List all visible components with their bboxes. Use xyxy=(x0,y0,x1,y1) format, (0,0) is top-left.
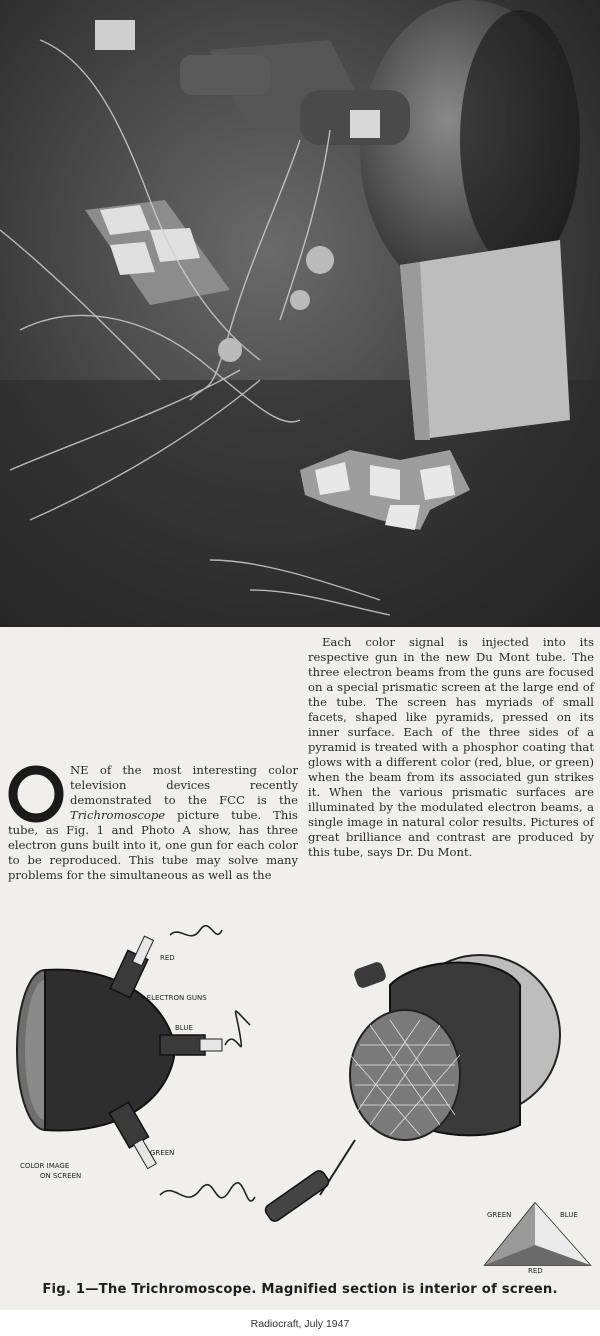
label-on-screen: ON SCREEN xyxy=(40,1172,82,1180)
figure-1-diagram xyxy=(0,925,600,1310)
label-3-electron-guns: 3 ELECTRON GUNS xyxy=(140,994,207,1002)
left-paragraph-italic: Trichromoscope xyxy=(70,808,166,822)
tube-side-view xyxy=(17,926,255,1201)
tube-cutaway-view xyxy=(263,955,560,1223)
trichromoscope-photo xyxy=(0,0,600,627)
article-right-column xyxy=(308,635,594,860)
source-credit: Radiocraft, July 1947 xyxy=(250,1318,350,1330)
figure-caption: Fig. 1—The Trichromoscope. Magnified section is interior of screen. xyxy=(42,1282,558,1297)
article-text-area xyxy=(0,627,600,925)
label-green: GREEN xyxy=(150,1149,175,1157)
label-blue: BLUE xyxy=(175,1024,193,1032)
label-color-image: COLOR IMAGE xyxy=(20,1162,70,1170)
dropcap-letter-o xyxy=(8,765,64,823)
right-paragraph: Each color signal is injected into its respective gun in the new Du Mont tube. The three electron beams from the guns are focused on a special prismatic screen at the large end of the tube. The screen has myriads of small facets, shaped like pyramids, pressed on its inner surface. Each of the three sides of a pyramid is treated with a phosphor coating that glows with a different color (red, blue, or green) when the beam from its associated gun strikes it. When the various prismatic surfaces are illuminated by the modulated electron beams, a single image in natural color results. Pictures of great brilliance and contrast are produced by this tube, says Dr. Du Mont. xyxy=(308,635,594,859)
article-left-column xyxy=(8,763,298,883)
left-paragraph-lead: NE of the most interesting color television devices recently demonstrated to the FCC is the xyxy=(70,763,298,807)
label-pyramid-red: RED xyxy=(528,1267,543,1275)
label-pyramid-green: GREEN xyxy=(487,1211,512,1219)
left-paragraph-rest: picture tube. This tube, as Fig. 1 and Photo A show, has three electron guns built into it, one gun for each color to be reproduced. This tube may solve many problems for the simultaneous as well as the xyxy=(8,808,298,882)
label-pyramid-blue: BLUE xyxy=(560,1211,578,1219)
label-red: RED xyxy=(160,954,175,962)
